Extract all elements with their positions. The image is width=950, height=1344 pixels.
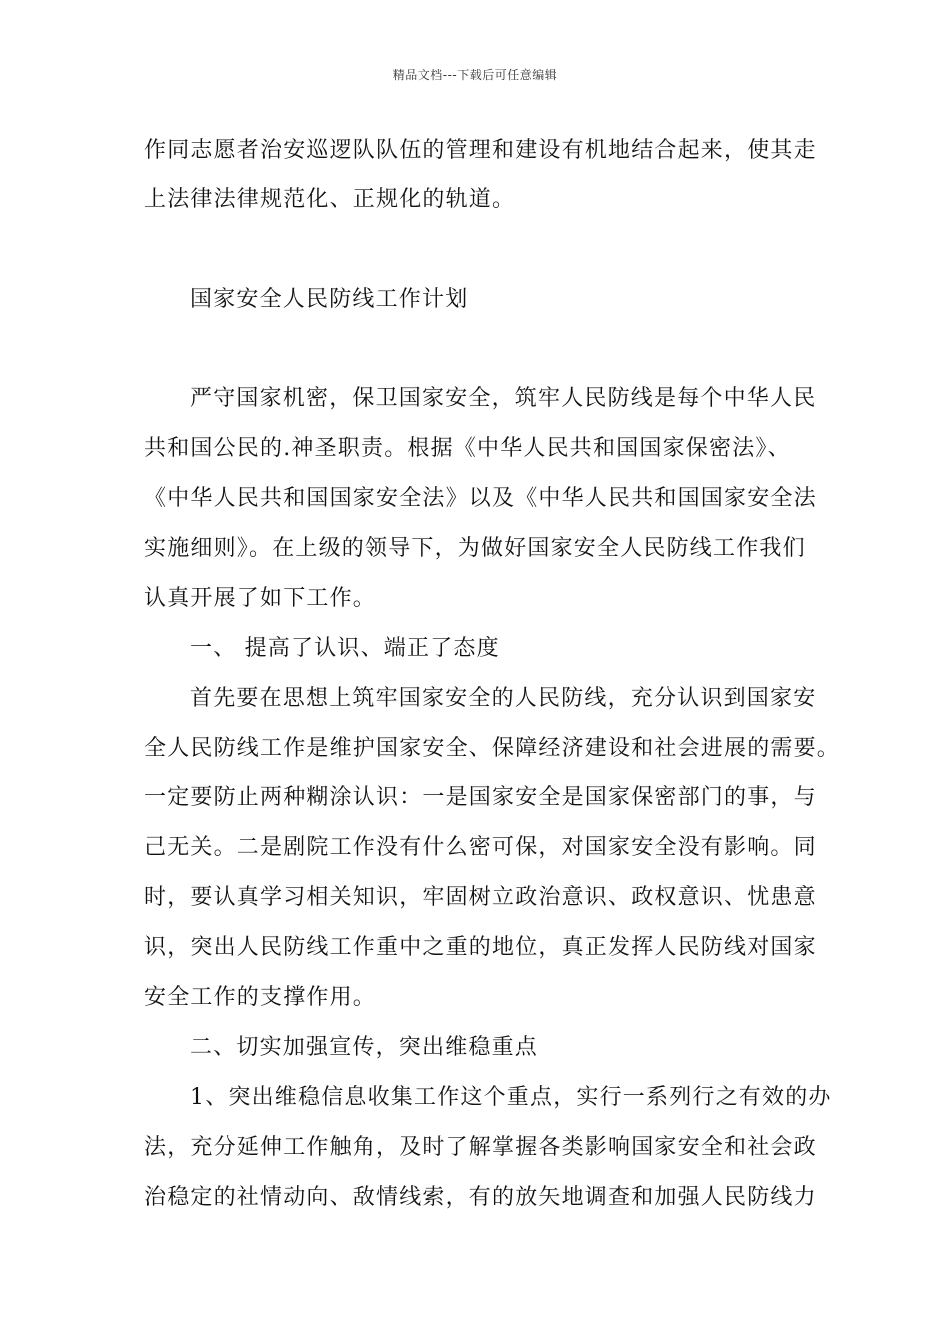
body-line: 全人民防线工作是维护国家安全、保障经济建设和社会进展的需要。 bbox=[144, 736, 841, 761]
body-line: 《中华人民共和国国家安全法》以及《中华人民共和国国家安全法 bbox=[144, 486, 817, 511]
heading-two: 二、切实加强宣传，突出维稳重点 bbox=[190, 1035, 539, 1060]
body-line: 严守国家机密，保卫国家安全，筑牢人民防线是每个中华人民 bbox=[190, 386, 817, 411]
body-line: 安全工作的支撑作用。 bbox=[144, 985, 377, 1010]
body-line: 法，充分延伸工作触角，及时了解掌握各类影响国家安全和社会政 bbox=[144, 1135, 817, 1160]
body-line: 识，突出人民防线工作重中之重的地位，真正发挥人民防线对国家 bbox=[144, 935, 817, 960]
body-line: 作同志愿者治安巡逻队队伍的管理和建设有机地结合起来，使其走 bbox=[144, 138, 817, 163]
body-line: 上法律法律规范化、正规化的轨道。 bbox=[144, 187, 516, 212]
heading-one: 一、 提高了认识、端正了态度 bbox=[190, 636, 500, 661]
body-line: 共和国公民的.神圣职责。根据《中华人民共和国国家保密法》、 bbox=[144, 436, 791, 461]
body-line: 1、突出维稳信息收集工作这个重点，实行一系列行之有效的办 bbox=[190, 1085, 832, 1110]
body-line: 实施细则》。在上级的领导下，为做好国家安全人民防线工作我们 bbox=[144, 536, 806, 561]
body-line: 一定要防止两种糊涂认识：一是国家安全是国家保密部门的事，与 bbox=[144, 785, 817, 810]
page-header: 精品文档---下载后可任意编辑 bbox=[392, 68, 558, 82]
body-line: 认真开展了如下工作。 bbox=[144, 586, 377, 611]
body-line: 己无关。二是剧院工作没有什么密可保，对国家安全没有影响。同 bbox=[144, 835, 817, 860]
body-line: 治稳定的社情动向、敌情线索，有的放矢地调查和加强人民防线力 bbox=[144, 1185, 817, 1210]
section-title: 国家安全人民防线工作计划 bbox=[190, 287, 469, 312]
body-line: 首先要在思想上筑牢国家安全的人民防线，充分认识到国家安 bbox=[190, 686, 817, 711]
body-line: 时，要认真学习相关知识，牢固树立政治意识、政权意识、忧患意 bbox=[144, 885, 817, 910]
